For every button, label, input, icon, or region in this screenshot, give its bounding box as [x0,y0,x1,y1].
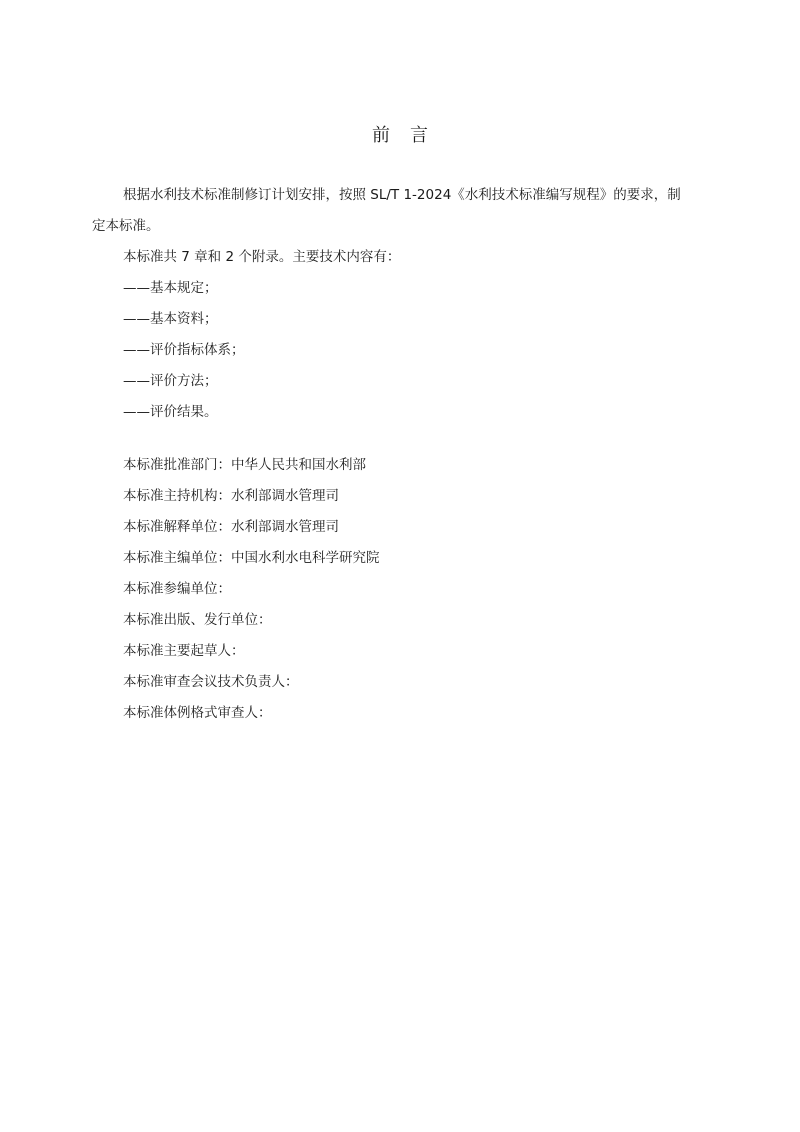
info-approval-dept: 本标准批准部门：中华人民共和国水利部 [123,457,366,473]
content-item: ——基本规定； [123,280,218,296]
info-interpreting-unit: 本标准解释单位：水利部调水管理司 [123,519,339,535]
content-item: ——评价结果。 [123,404,218,420]
info-format-reviewer: 本标准体例格式审查人： [123,705,272,721]
info-chief-editor-unit: 本标准主编单位：中国水利水电科学研究院 [123,550,380,566]
info-review-lead: 本标准审查会议技术负责人： [123,674,299,690]
content-item: ——基本资料； [123,311,218,327]
page-title: 前言 [372,125,448,146]
info-participating-units: 本标准参编单位： [123,581,231,597]
info-host-org: 本标准主持机构：水利部调水管理司 [123,488,339,504]
intro-line-1: 根据水利技术标准制修订计划安排，按照 SL/T 1-2024《水利技术标准编写规程》的要求，制 [123,187,681,203]
contents-summary: 本标准共 7 章和 2 个附录。主要技术内容有： [123,249,401,265]
content-item: ——评价方法； [123,373,218,389]
content-item: ——评价指标体系； [123,342,245,358]
info-publisher: 本标准出版、发行单位： [123,612,272,628]
info-drafters: 本标准主要起草人： [123,643,245,659]
intro-line-2: 定本标准。 [92,218,160,234]
